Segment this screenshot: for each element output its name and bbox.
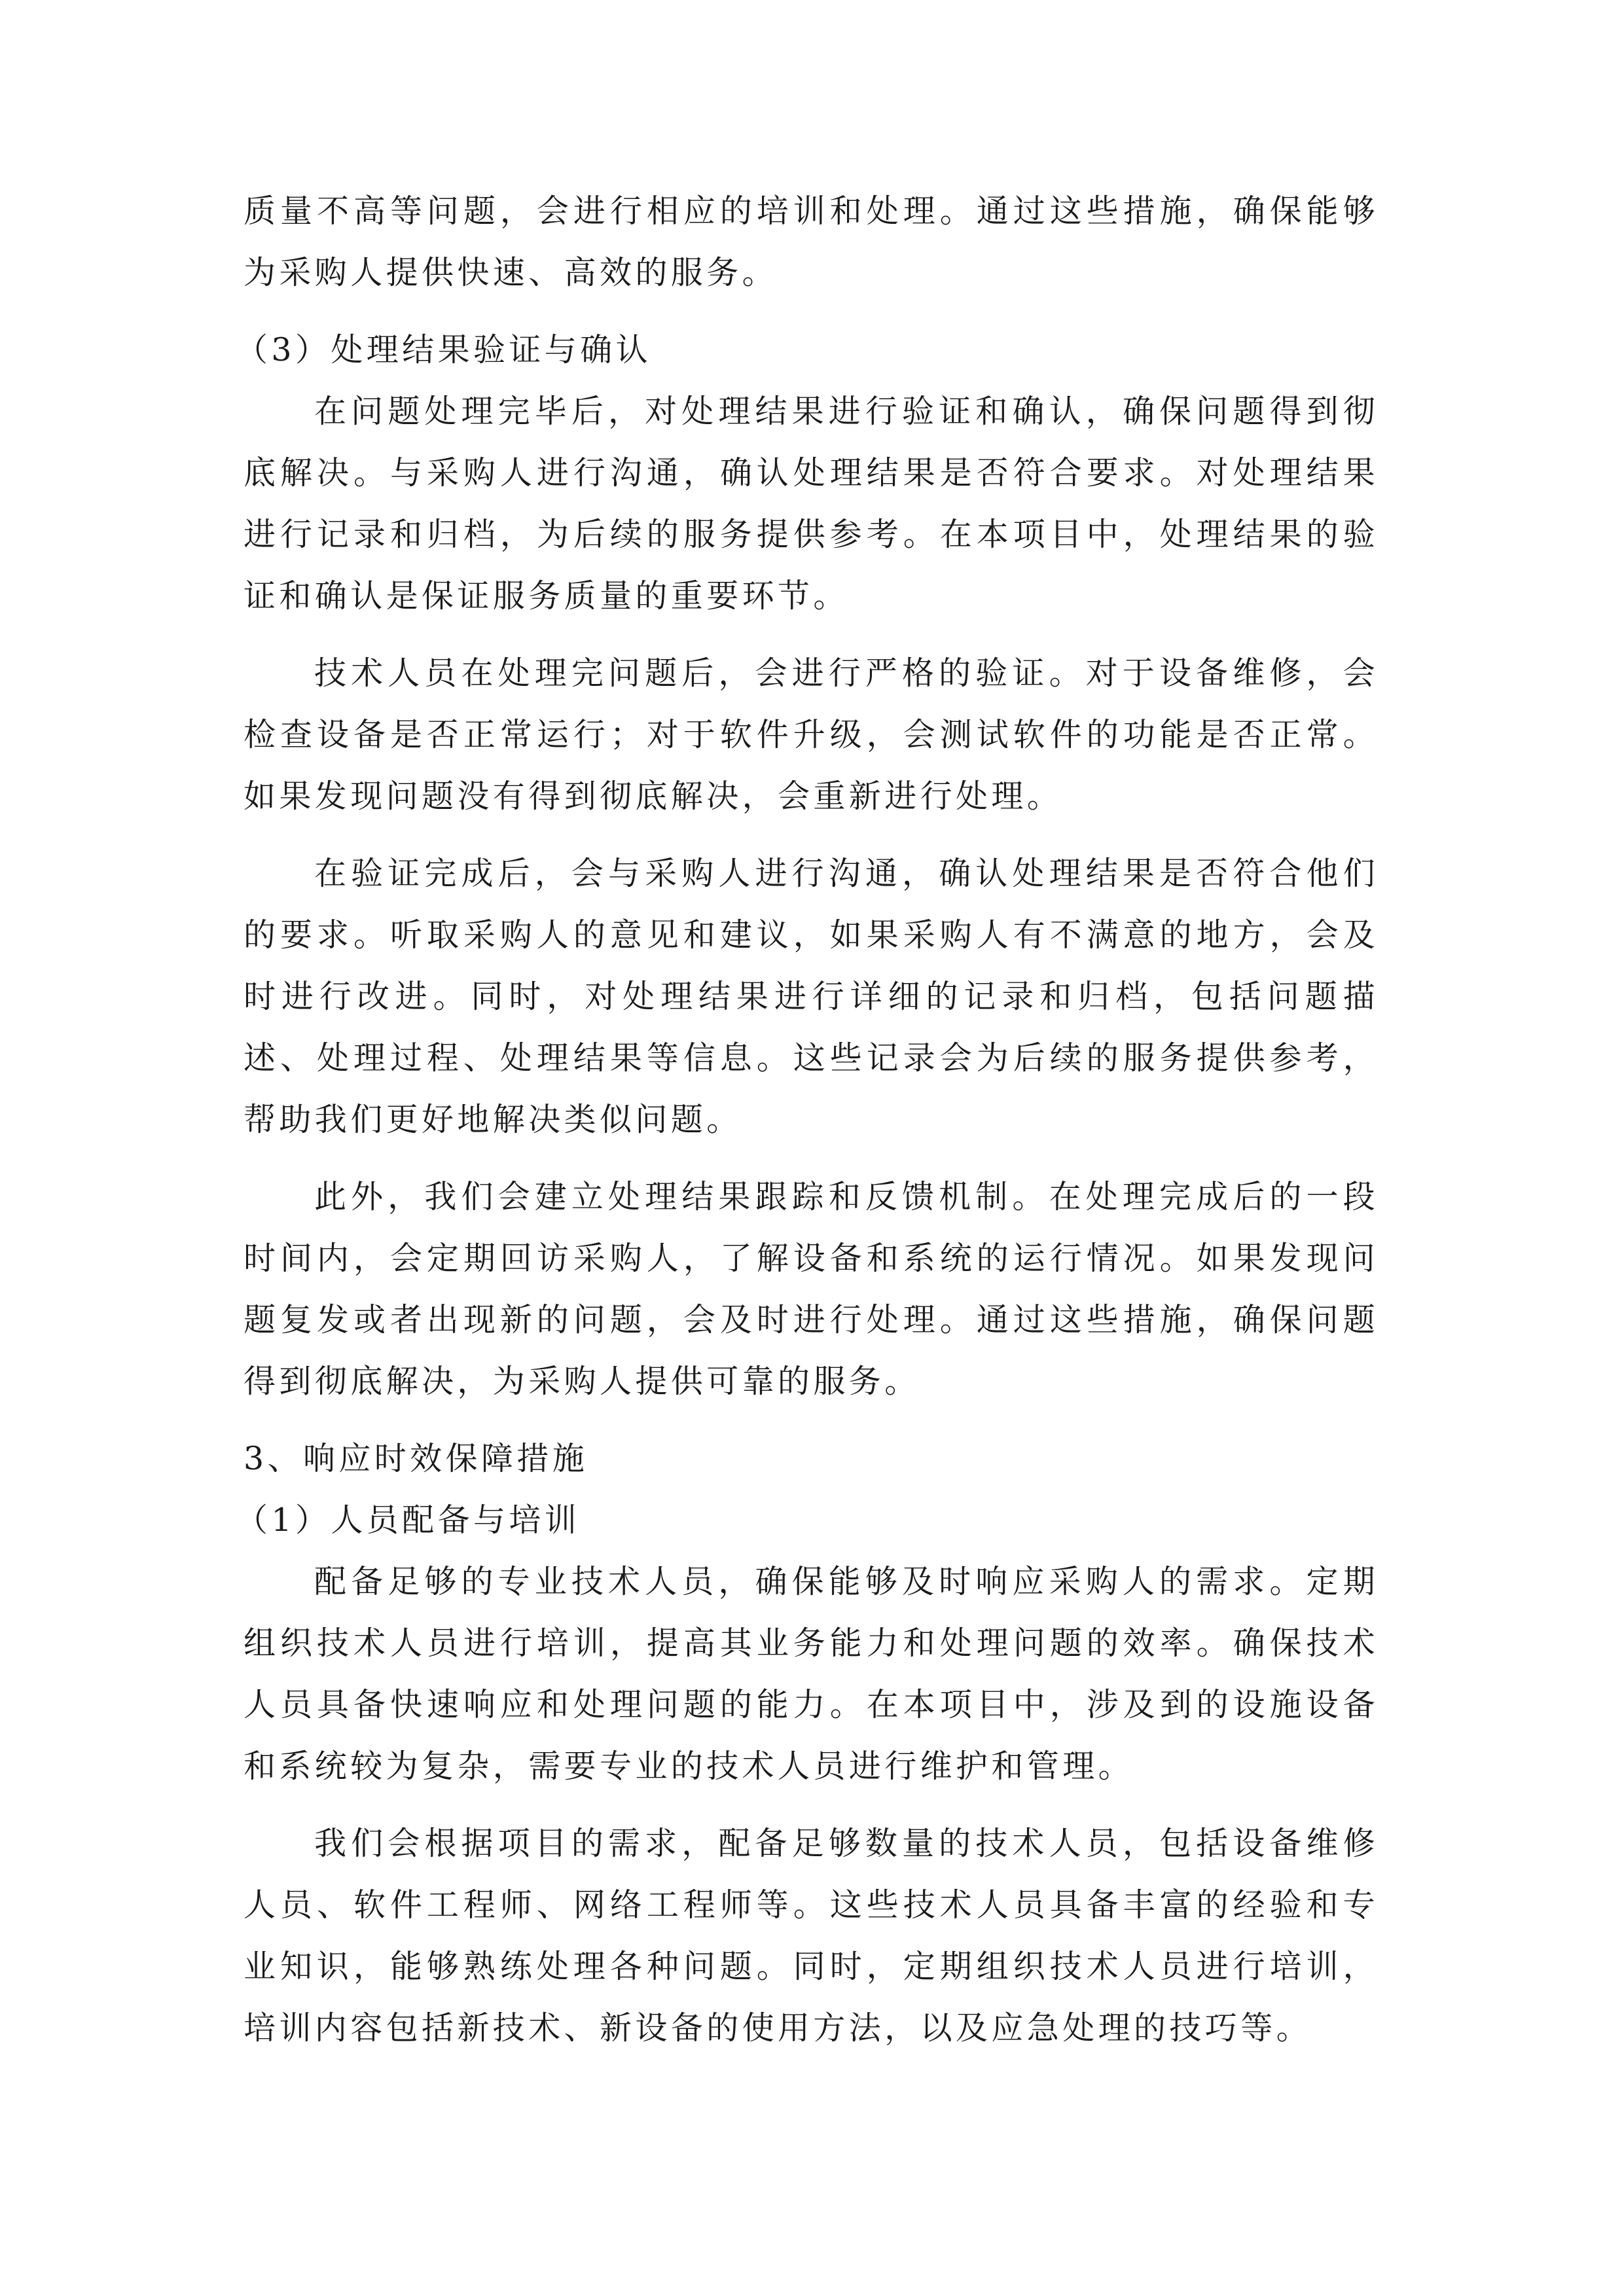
- heading-response-timeliness: 3、响应时效保障措施: [244, 1440, 588, 1477]
- paragraph-verification-intro: 在问题处理完毕后，对处理结果进行验证和确认，确保问题得到彻底解决。与采购人进行沟通，确认处理结果是否符合要求。对处理结果进行记录和归档，为后续的服务提供参考。在本项目中，处理结果的验证和确认是保证服务质量的重要环节。: [244, 393, 1379, 615]
- paragraph-tracking-feedback: 此外，我们会建立处理结果跟踪和反馈机制。在处理完成后的一段时间内，会定期回访采购人，了解设备和系统的运行情况。如果发现问题复发或者出现新的问题，会及时进行处理。通过这些措施，确保问题得到彻底解决，为采购人提供可靠的服务。: [244, 1178, 1379, 1400]
- paragraph-purchaser-communication: 在验证完成后，会与采购人进行沟通，确认处理结果是否符合他们的要求。听取采购人的意见和建议，如果采购人有不满意的地方，会及时进行改进。同时，对处理结果进行详细的记录和归档，包括问题描述、处理过程、处理结果等信息。这些记录会为后续的服务提供参考，帮助我们更好地解决类似问题。: [244, 855, 1379, 1138]
- paragraph-continued: 质量不高等问题，会进行相应的培训和处理。通过这些措施，确保能够为采购人提供快速、高效的服务。: [244, 192, 1379, 291]
- subheading-result-verification: （3）处理结果验证与确认: [236, 331, 651, 368]
- subheading-staffing-training: （1）人员配备与培训: [236, 1501, 581, 1539]
- paragraph-staffing-intro: 配备足够的专业技术人员，确保能够及时响应采购人的需求。定期组织技术人员进行培训，提高其业务能力和处理问题的效率。确保技术人员具备快速响应和处理问题的能力。在本项目中，涉及到的设施设备和系统较为复杂，需要专业的技术人员进行维护和管理。: [244, 1563, 1379, 1785]
- document-body: [236, 181, 1379, 2059]
- paragraph-staffing-details: 我们会根据项目的需求，配备足够数量的技术人员，包括设备维修人员、软件工程师、网络工程师等。这些技术人员具备丰富的经验和专业知识，能够熟练处理各种问题。同时，定期组织技术人员进行培训，培训内容包括新技术、新设备的使用方法，以及应急处理的技巧等。: [244, 1825, 1379, 2047]
- paragraph-technician-verification: 技术人员在处理完问题后，会进行严格的验证。对于设备维修，会检查设备是否正常运行；对于软件升级，会测试软件的功能是否正常。如果发现问题没有得到彻底解决，会重新进行处理。: [244, 655, 1379, 815]
